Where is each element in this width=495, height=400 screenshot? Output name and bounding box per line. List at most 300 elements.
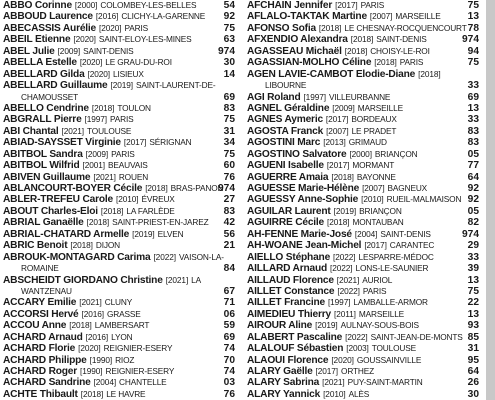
entry-place: PARIS [399,57,424,68]
list-item [3,320,235,331]
entry-name: AILLARD Arnaud [247,263,328,275]
entry-name: AGEN LAVIE-CAMBOT Elodie-Diane [247,68,416,80]
entry-place: PARIS [360,0,385,10]
entry-department: 31 [467,343,479,355]
entry-department: 83 [223,205,235,217]
entry-department: 974 [218,183,235,194]
list-item [3,172,235,183]
list-item [247,217,479,228]
list-item [3,240,235,251]
entry-place: PARIS [362,285,387,296]
entry-name: ABITBOL Wilfrid [3,160,80,172]
list-item [247,309,479,320]
entry-year: [2009] [85,148,109,159]
entry-year: [2019] [315,320,338,331]
entry-department: 14 [223,68,235,80]
list-item [3,0,235,11]
entry-department: 64 [467,366,479,377]
entry-place: PARIS [111,148,135,159]
list-item [3,149,235,160]
entry-year: [2022] [153,251,176,262]
entry-place: VILLEURBANNE [328,91,391,102]
entry-name: ACCORSI Hervé [3,308,79,320]
entry-name: ACHARD Florie [3,343,76,355]
entry-place: LE PRADET [351,125,397,136]
entry-department: 74 [223,366,235,377]
entry-year: [2020] [87,68,110,79]
scroll-edge-band [486,0,495,400]
list-item [3,46,235,57]
entry-name: ALAOUI Florence [247,354,329,366]
entry-name: ABITBOL Sandra [3,148,83,160]
entry-year: [2018] [69,320,92,331]
list-item [247,183,479,194]
list-item [3,343,235,354]
list-item [3,23,235,34]
entry-name: ABIVEN Guillaume [3,171,91,183]
list-item [3,377,235,388]
entry-year: [2007] [369,11,393,22]
entry-place: GRIMAUD [348,137,387,148]
entry-name: ABELLARD Gilda [3,68,85,80]
entry-department: 13 [467,102,479,114]
entry-place: REIGNIER-ESERY [103,343,173,354]
entry-year: [2018] [86,217,110,228]
entry-place: PARIS [110,114,134,125]
list-item [3,309,235,320]
entry-name: ABI Chantal [3,125,59,137]
entry-year: [2021] [93,171,116,182]
list-item [247,320,479,331]
list-item [247,46,479,57]
entry-name: AFONSO Sofia [247,22,316,34]
entry-name: ACHTE Thibault [3,388,78,400]
list-item [247,366,479,377]
entry-year: [2009] [57,45,81,56]
entry-name: AIELLO Stéphane [247,251,331,263]
entry-year: [2018] [100,205,124,216]
entry-place: LYON [111,331,133,342]
entry-place: WANTZENAU [21,285,72,296]
entry-place: SAINT-DENIS [380,228,431,239]
list-item [3,194,235,205]
entry-department: 75 [223,114,235,126]
entry-place: COLOMBEY-LES-BELLES [100,0,197,10]
list-item [247,355,479,366]
entry-year: [2018] [374,57,397,68]
entry-place: BRIANÇON [359,205,402,216]
entry-department: 75 [467,285,479,297]
entry-name: ABRIAL Ganaëlle [3,217,84,229]
entry-place: LE CHESNAY-ROCQUENCOURT [344,22,467,33]
entry-year: [2000] [349,148,372,159]
entry-year: [2018] [331,171,354,182]
entry-place: TOULOUSE [87,125,132,136]
list-item [3,80,235,91]
entry-name: AILLAUD Florence [247,274,334,286]
list-item [247,377,479,388]
entry-name: AGASSIAN-MOLHO Céline [247,57,372,69]
list-item [247,23,479,34]
entry-year: [2013] [323,137,346,148]
entry-year: [2009] [332,102,355,113]
entry-year: [2004] [93,377,117,388]
list-item [3,160,235,171]
entry-year: [2018] [318,22,342,33]
list-item [247,114,479,125]
entry-place: MONTAUBAN [352,217,404,228]
entry-year: [2017] [364,240,387,251]
entry-department: 82 [467,217,479,229]
entry-year: [1997] [303,91,326,102]
entry-place: BAGNEUX [387,183,428,193]
entry-department: 33 [467,251,479,263]
entry-name: ABROUK-MONTAGARD Carima [3,251,151,263]
entry-place: DIJON [95,240,121,251]
entry-year: [2018] [418,68,441,79]
entry-name: AGUESSE Marie-Hélène [247,183,360,194]
entry-year: [2001] [82,160,105,171]
entry-place: TOULOUSE [371,343,416,354]
entry-place: PARIS [124,22,149,33]
list-item [247,137,479,148]
entry-place: BRIANÇON [374,148,418,159]
list-item [247,240,479,251]
entry-department: 974 [218,45,235,57]
entry-year: [2018] [145,183,168,193]
list-item [247,252,479,263]
entry-year: [2018] [350,34,374,45]
entry-department: 63 [223,34,235,46]
entry-year: [2020] [78,343,101,354]
entry-place: CHANTELLE [119,377,167,388]
list-item [247,126,479,137]
entry-department: 13 [467,11,479,23]
entry-department: 42 [223,217,235,229]
right-column [247,0,479,400]
entry-name: ABIAD-SAYSSET Virginie [3,137,121,149]
entry-place: AULNAY-SOUS-BOIS [340,320,419,331]
list-item [247,206,479,217]
entry-year: [2019] [110,80,133,91]
entry-place: CLICHY-LA-GARENNE [121,11,206,22]
entry-year: [2003] [346,343,369,354]
entry-year: [2017] [123,137,147,148]
entry-name: ALABERT Pascaline [247,331,343,343]
entry-name: ALARY Sabrina [247,377,320,389]
entry-name: ABBO Corinne [3,0,72,11]
list-item [3,217,235,228]
entry-place: ELVEN [157,228,184,239]
list-item [3,11,235,22]
entry-name: AGUIRRE Cécile [247,217,325,229]
entry-name: AFLALO-TAKTAK Martine [247,11,367,23]
entry-name: AGOSTINI Marc [247,137,321,149]
list-item [247,194,479,205]
entry-name: ACHARD Arnaud [3,331,83,343]
entry-department: 84 [223,263,235,275]
list-item [247,263,479,274]
entry-department: 92 [467,183,479,194]
entry-year: [1990] [89,354,113,365]
list-item [3,183,235,194]
entry-name: ABELLARD Guillaume [3,80,108,92]
list-item [247,34,479,45]
list-item [247,297,479,308]
entry-place: MORMANT [352,160,395,171]
entry-year: [2021] [165,274,189,285]
entry-place: CHOISY-LE-ROI [370,45,430,56]
list-item [3,137,235,148]
entry-name: ABBOUD Laurence [3,11,93,23]
entry-department: 26 [467,377,479,389]
entry-place: VAISON-LA- [178,251,224,262]
entry-place: SAINT-LAURENT-DE- [135,80,216,91]
entry-year: [2010] [361,194,384,205]
entry-year: [2022] [333,251,356,262]
entry-department: 56 [223,228,235,240]
entry-department: 75 [223,148,235,160]
list-item [3,263,235,274]
entry-year: [2017] [335,0,358,10]
entry-name: AFXENDIO Alexandra [247,34,348,46]
list-item [247,160,479,171]
entry-department: 76 [223,388,235,400]
entry-name: ABEIL Etienne [3,34,71,46]
list-item [247,275,479,286]
entry-year: [2020] [331,354,354,365]
entry-place: RIOZ [115,354,135,365]
entry-name: AILLET Francine [247,297,325,309]
entry-name: ABRIC Benoit [3,240,68,252]
list-item [3,57,235,68]
entry-place: ÉVREUX [141,194,175,205]
entry-name: AGUERRE Amaia [247,171,329,183]
list-item [247,11,479,22]
list-item [3,366,235,377]
entry-place: BORDEAUX [351,114,397,125]
list-item [3,114,235,125]
entry-name: ABECASSIS Aurélie [3,22,97,34]
entry-year: [2022] [330,263,353,274]
entry-department: 59 [223,320,235,332]
entry-place: RUEIL-MALMAISON [386,194,462,205]
entry-year: [2019] [333,205,357,216]
entry-name: AGUILAR Laurent [247,205,331,217]
entry-name: AGNEL Géraldine [247,102,330,114]
entry-place: SAINT-ELOY-LES-MINES [98,34,192,45]
list-item [247,389,479,400]
entry-department: 75 [467,0,479,11]
entry-year: [2018] [344,45,368,56]
entry-place: LESPARRE-MÉDOC [358,251,434,262]
list-item [247,343,479,354]
entry-place: CHAMOUSSET [21,91,79,102]
entry-department: 92 [223,11,235,23]
entry-department: 13 [467,308,479,320]
entry-name: ACCARY Emilie [3,297,77,309]
entry-place: CARANTEC [389,240,435,251]
list-item [3,206,235,217]
entry-name: ABELLA Estelle [3,57,77,69]
entry-name: AGI Roland [247,91,301,103]
entry-year: [2022] [345,331,368,342]
list-item [3,332,235,343]
entry-name: ACHARD Sandrine [3,377,91,389]
entry-department: 54 [223,0,235,11]
entry-year: [2016] [85,331,109,342]
entry-place: LE HAVRE [106,388,146,399]
entry-name: ABELLO Cendrine [3,102,89,114]
list-item [247,332,479,343]
entry-year: [2018] [80,388,104,399]
entry-name: ACHARD Roger [3,366,78,377]
entry-name: AH-FENNE Marie-José [247,228,352,240]
entry-name: ABRIAL-CHATARD Armelle [3,228,130,240]
entry-year: [2010] [115,194,139,205]
entry-place: PUY-SAINT-MARTIN [347,377,423,388]
entry-department: 94 [467,45,479,57]
entry-year: [2018] [70,240,93,251]
list-item [3,286,235,297]
entry-department: 05 [467,148,479,160]
entry-place: MARSEILLE [395,11,441,22]
entry-department: 83 [223,102,235,114]
entry-department: 85 [467,331,479,343]
entry-place: BEAUVAIS [107,160,148,171]
entry-year: [2007] [326,125,349,136]
entry-year: [2021] [322,377,345,388]
entry-place: BAYONNE [356,171,396,182]
entry-place: MARSEILLE [357,102,403,113]
entry-name: AIROUR Aline [247,320,313,332]
entry-department: 83 [467,125,479,137]
entry-department: 95 [467,354,479,366]
list-item [3,275,235,286]
list-item [247,149,479,160]
entry-department: 33 [467,80,479,92]
entry-department: 30 [467,388,479,400]
entry-year: [1990] [80,366,103,376]
entry-department: 93 [467,320,479,332]
entry-year: [2019] [132,228,155,239]
entry-year: [2011] [333,308,356,319]
entry-year: [2016] [81,308,104,319]
list-item [3,297,235,308]
entry-place: GOUSSAINVILLE [356,354,422,365]
entry-year: [2017] [326,160,350,171]
entry-year: [2020] [79,57,103,68]
entry-place: CLUNY [104,297,133,308]
entry-place: LA FARLÈDE [126,205,175,216]
entry-place: LISIEUX [113,68,144,79]
entry-department: 60 [223,160,235,172]
list-item [3,92,235,103]
entry-place: ALÈS [348,388,370,399]
entry-department: 34 [223,137,235,149]
entry-name: ACCOU Anne [3,320,67,332]
entry-name: ABEL Julie [3,45,55,57]
entry-name: AFCHAIN Jennifer [247,0,333,11]
entry-department: 30 [223,57,235,69]
entry-place: ROMAINE [21,263,59,274]
entry-place: ORTHEZ [341,366,375,376]
entry-year: [2000] [74,0,98,10]
entry-department: 21 [223,240,235,252]
list-item [3,355,235,366]
entry-place: REIGNIER-ESERY [105,366,175,376]
entry-place: LONS-LE-SAUNIER [355,263,429,274]
entry-name: ACHARD Philippe [3,354,87,366]
entry-name: ABLER-TREFEU Carole [3,194,113,206]
entry-year: [2018] [91,102,115,113]
list-item [3,126,235,137]
entry-year: [2017] [325,114,349,125]
entry-place: SÉRIGNAN [149,137,192,148]
entry-name: ALARY Yannick [247,388,321,400]
entry-department: 974 [462,34,479,46]
entry-department: 27 [223,194,235,206]
entry-department: 78 [467,22,479,34]
list-item [3,103,235,114]
entry-department: 69 [467,91,479,103]
entry-year: [2020] [99,22,122,33]
entry-department: 74 [223,343,235,355]
entry-name: AGASSEAU Michaël [247,45,342,57]
entry-department: 75 [467,57,479,69]
entry-department: 33 [467,114,479,126]
entry-name: AGNES Aymeric [247,114,323,126]
list-item [247,286,479,297]
entry-department: 67 [223,285,235,297]
entry-year: [2016] [95,11,119,22]
list-item [247,229,479,240]
entry-name: AGUENI Isabelle [247,160,324,172]
list-item [247,57,479,68]
entry-name: AILLET Constance [247,285,335,297]
entry-department: 06 [223,308,235,320]
entry-place: LIBOURNE [265,80,307,91]
entry-year: [2007] [362,183,385,193]
entry-year: [2018] [327,217,350,228]
entry-name: ABSCHEIDT GIORDANO Christine [3,274,163,286]
entry-year: [2021] [61,125,85,136]
entry-department: 13 [467,274,479,286]
entry-department: 31 [223,125,235,137]
entry-department: 22 [467,297,479,309]
entry-place: LE GRAU-DU-ROI [105,57,172,68]
entry-year: [2022] [337,285,360,296]
entry-place: LAMBALLE-ARMOR [353,297,428,308]
entry-name: AGOSTA Franck [247,125,324,137]
entry-place: LAMBERSART [94,320,150,331]
entry-department: 974 [462,228,479,240]
entry-name: ABOUT Charles-Eloi [3,205,98,217]
entry-name: AH-WOANE Jean-Michel [247,240,362,252]
list-item [3,389,235,400]
entry-place: SAINT-PRIEST-EN-JAREZ [112,217,209,228]
entry-year: [1997] [84,114,107,125]
list-item [247,103,479,114]
entry-department: 75 [223,22,235,34]
entry-place: AURIOL [362,274,393,285]
entry-place: SAINT-JEAN-DE-MONTS [370,331,463,342]
entry-department: 69 [223,91,235,103]
list-item [3,229,235,240]
entry-year: [2020] [73,34,96,45]
list-item [247,0,479,11]
entry-name: ABLANCOURT-BOYER Cécile [3,183,143,194]
